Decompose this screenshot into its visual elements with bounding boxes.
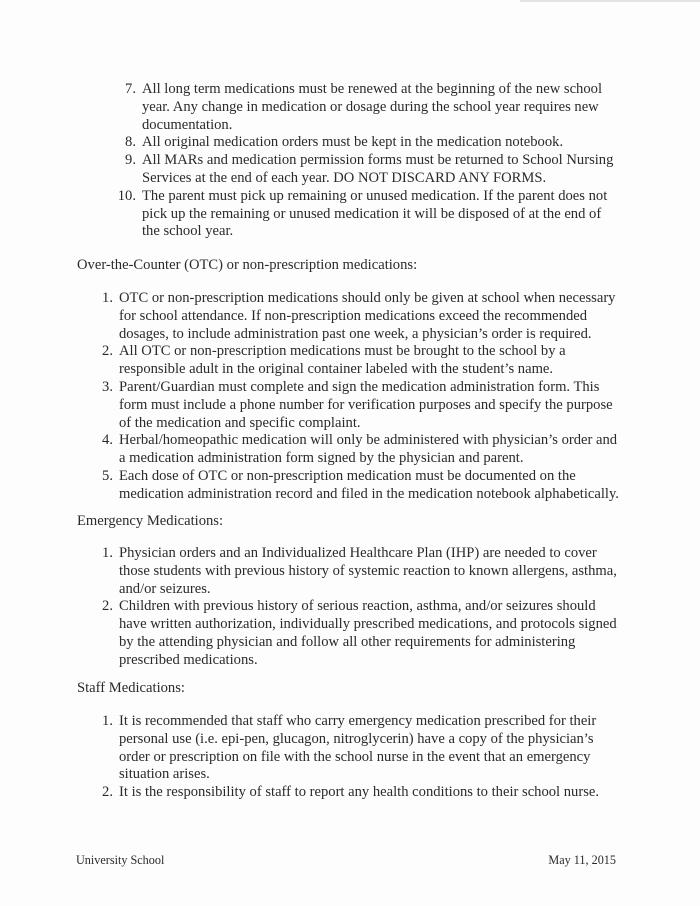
item-text: All MARs and medication permission forms must be returned to School Nursing Services at the end of each year. DO NOT DISCARD ANY FORMS.	[142, 152, 614, 186]
item-number: 1.	[102, 545, 113, 561]
item-text: Parent/Guardian must complete and sign the medication administration form. This form must include a phone number for verification purposes and specify the purpose of the medication and specific complaint.	[119, 378, 613, 431]
item-number: 8.	[125, 134, 136, 151]
item-number: 1.	[102, 290, 113, 306]
item-number: 1.	[102, 713, 113, 729]
item-text: Each dose of OTC or non-prescription medication must be documented on the medication administration record and filed in the medication notebook alphabetically.	[119, 467, 619, 502]
item-text: All long term medications must be renewed at the beginning of the new school year. Any change in medication or dosage during the school year requires new documentation.	[142, 81, 602, 133]
item-text: OTC or non-prescription medications should only be given at school when necessary for school attendance. If non-prescription medications exceed the recommended dosages, to include administration past one week, a physician’s order is required.	[119, 290, 616, 342]
list-item	[102, 432, 619, 468]
item-text: Herbal/homeopathic medication will only be administered with physician’s order and a medication administration form signed by the physician and parent.	[119, 432, 618, 467]
list-item	[102, 784, 619, 802]
item-text: It is the responsibility of staff to report any health conditions to their school nurse.	[119, 784, 600, 801]
section-heading-otc: Over-the-Counter (OTC) or non-prescription medications:	[77, 257, 418, 273]
item-text: Children with previous history of serious reaction, asthma, and/or seizures should have written authorization, individually prescribed medications, and protocols signed by the attending physician and follow all other requirements for administering prescribed medications.	[119, 598, 617, 668]
list-item	[102, 598, 619, 669]
item-number: 3.	[102, 378, 113, 395]
list-item	[117, 187, 617, 241]
section-heading-staff: Staff Medications:	[77, 680, 185, 696]
list-item	[102, 343, 619, 379]
item-number: 2.	[102, 598, 113, 615]
list-item	[102, 713, 619, 784]
item-number: 9.	[125, 152, 136, 169]
item-number: 5.	[102, 467, 113, 484]
emergency-list	[102, 545, 619, 670]
item-number: 2.	[102, 784, 113, 801]
item-text: The parent must pick up remaining or unused medication. If the parent does not pick up the remaining or unused medication it will be disposed of at the end of the school year.	[142, 187, 608, 240]
item-text: All OTC or non-prescription medications must be brought to the school by a responsible adult in the original container labeled with the student’s name.	[119, 343, 566, 378]
item-number: 2.	[102, 343, 113, 360]
staff-list	[102, 713, 619, 802]
list-item	[125, 81, 617, 134]
list-item	[102, 545, 619, 598]
item-number: 4.	[102, 432, 113, 449]
list-item	[125, 134, 617, 152]
item-number: 7.	[125, 81, 136, 97]
list-item	[102, 467, 619, 504]
item-text: It is recommended that staff who carry emergency medication prescribed for their personal use (i.e. epi-pen, glucagon, nitroglycerin) have a copy of the physician’s order or prescription on file with the school nurse in the event that an emergency situation arises.	[119, 713, 597, 783]
item-text: All original medication orders must be kept in the medication notebook.	[142, 134, 564, 151]
continued-list	[117, 81, 617, 241]
otc-list	[102, 290, 619, 504]
section-heading-emergency: Emergency Medications:	[77, 513, 224, 529]
scan-edge	[520, 0, 700, 2]
item-text: Physician orders and an Individualized Healthcare Plan (IHP) are needed to cover those students with previous history of systemic reaction to known allergens, asthma, and/or seizures.	[119, 545, 617, 597]
list-item	[125, 152, 617, 188]
list-item	[102, 290, 619, 343]
footer-date: May 11, 2015	[548, 853, 616, 867]
footer-school-name: University School	[76, 853, 165, 867]
list-item	[102, 378, 619, 432]
item-number: 10.	[117, 187, 136, 204]
